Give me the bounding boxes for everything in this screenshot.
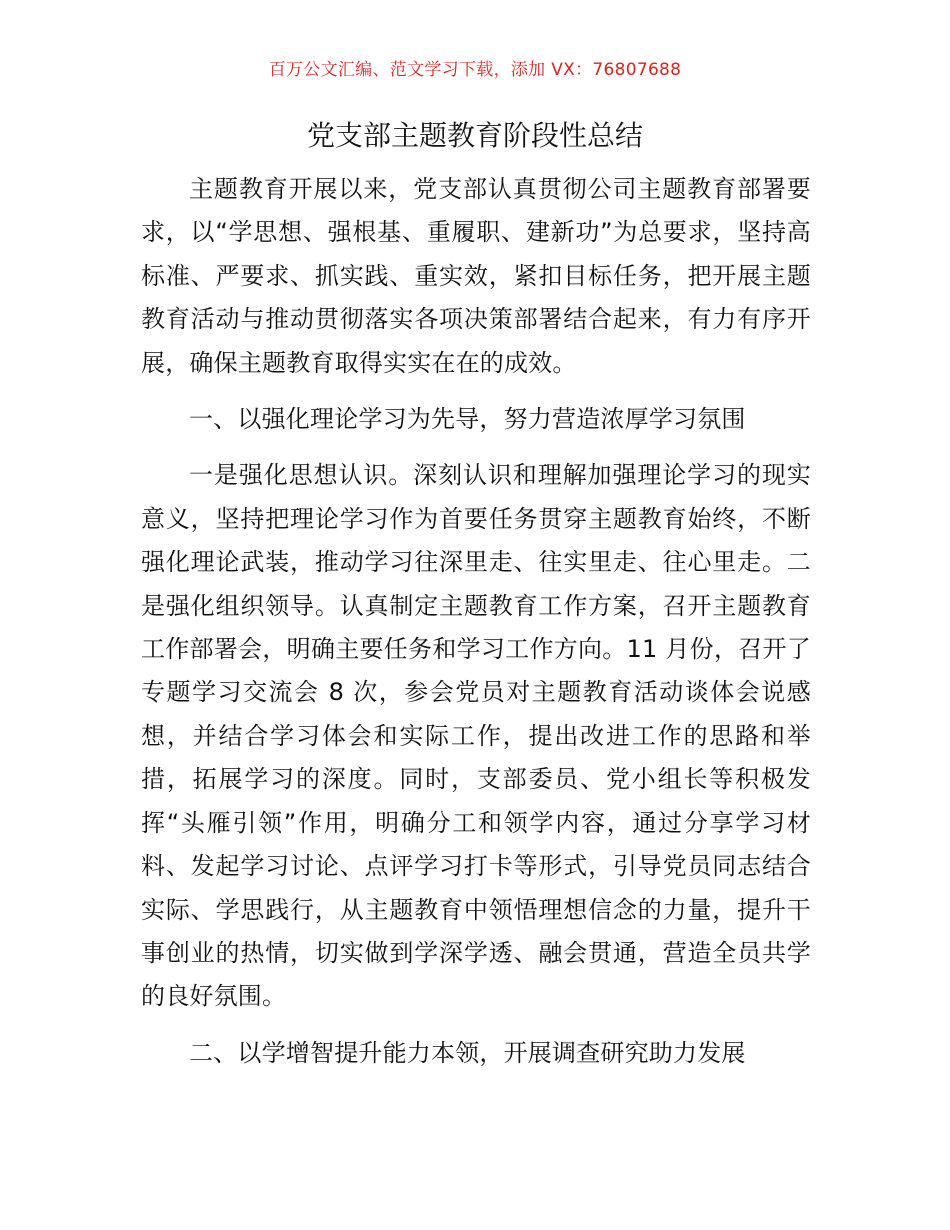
section-1-paragraph: 一是强化思想认识。深刻认识和理解加强理论学习的现实意义，坚持把理论学习作为首要任务贯穿主题教育始终，不断强化理论武装，推动学习往深里走、往实里走、往心里走。二是强化组织领导。认真制定主题教育工作方案，召开主题教育工作部署会，明确主要任务和学习工作方向。11 月份，召开了专题学习交流会 8 次，参会党员对主题教育活动谈体会说感想，并结合学习体会和实际工作，提出改进工作的思路和举措，拓展学习的深度。同时，支部委员、党小组长等积极发挥“头雁引领”作用，明确分工和领学内容，通过分享学习材料、发起学习讨论、点评学习打卡等形式，引导党员同志结合实际、学思践行，从主题教育中领悟理想信念的力量，提升干事创业的热情，切实做到学深学透、融会贯通，营造全员共学的良好氛围。 [141, 461, 811, 1011]
section-heading-1: 一、以强化理论学习为先导，努力营造浓厚学习氛围 [189, 405, 746, 434]
document-body [141, 168, 811, 1088]
document-title: 党支部主题教育阶段性总结 [306, 119, 643, 152]
section-heading-2: 二、以学增智提升能力本领，开展调查研究助力发展 [189, 1038, 746, 1067]
intro-paragraph: 主题教育开展以来，党支部认真贯彻公司主题教育部署要求，以“学思想、强根基、重履职、建新功”为总要求，坚持高标准、严要求、抓实践、重实效，紧扣目标任务，把开展主题教育活动与推动贯彻落实各项决策部署结合起来，有力有序开展，确保主题教育取得实实在在的成效。 [141, 175, 811, 377]
watermark-header: 百万公文汇编、范文学习下载，添加 VX：76807688 [268, 60, 682, 80]
